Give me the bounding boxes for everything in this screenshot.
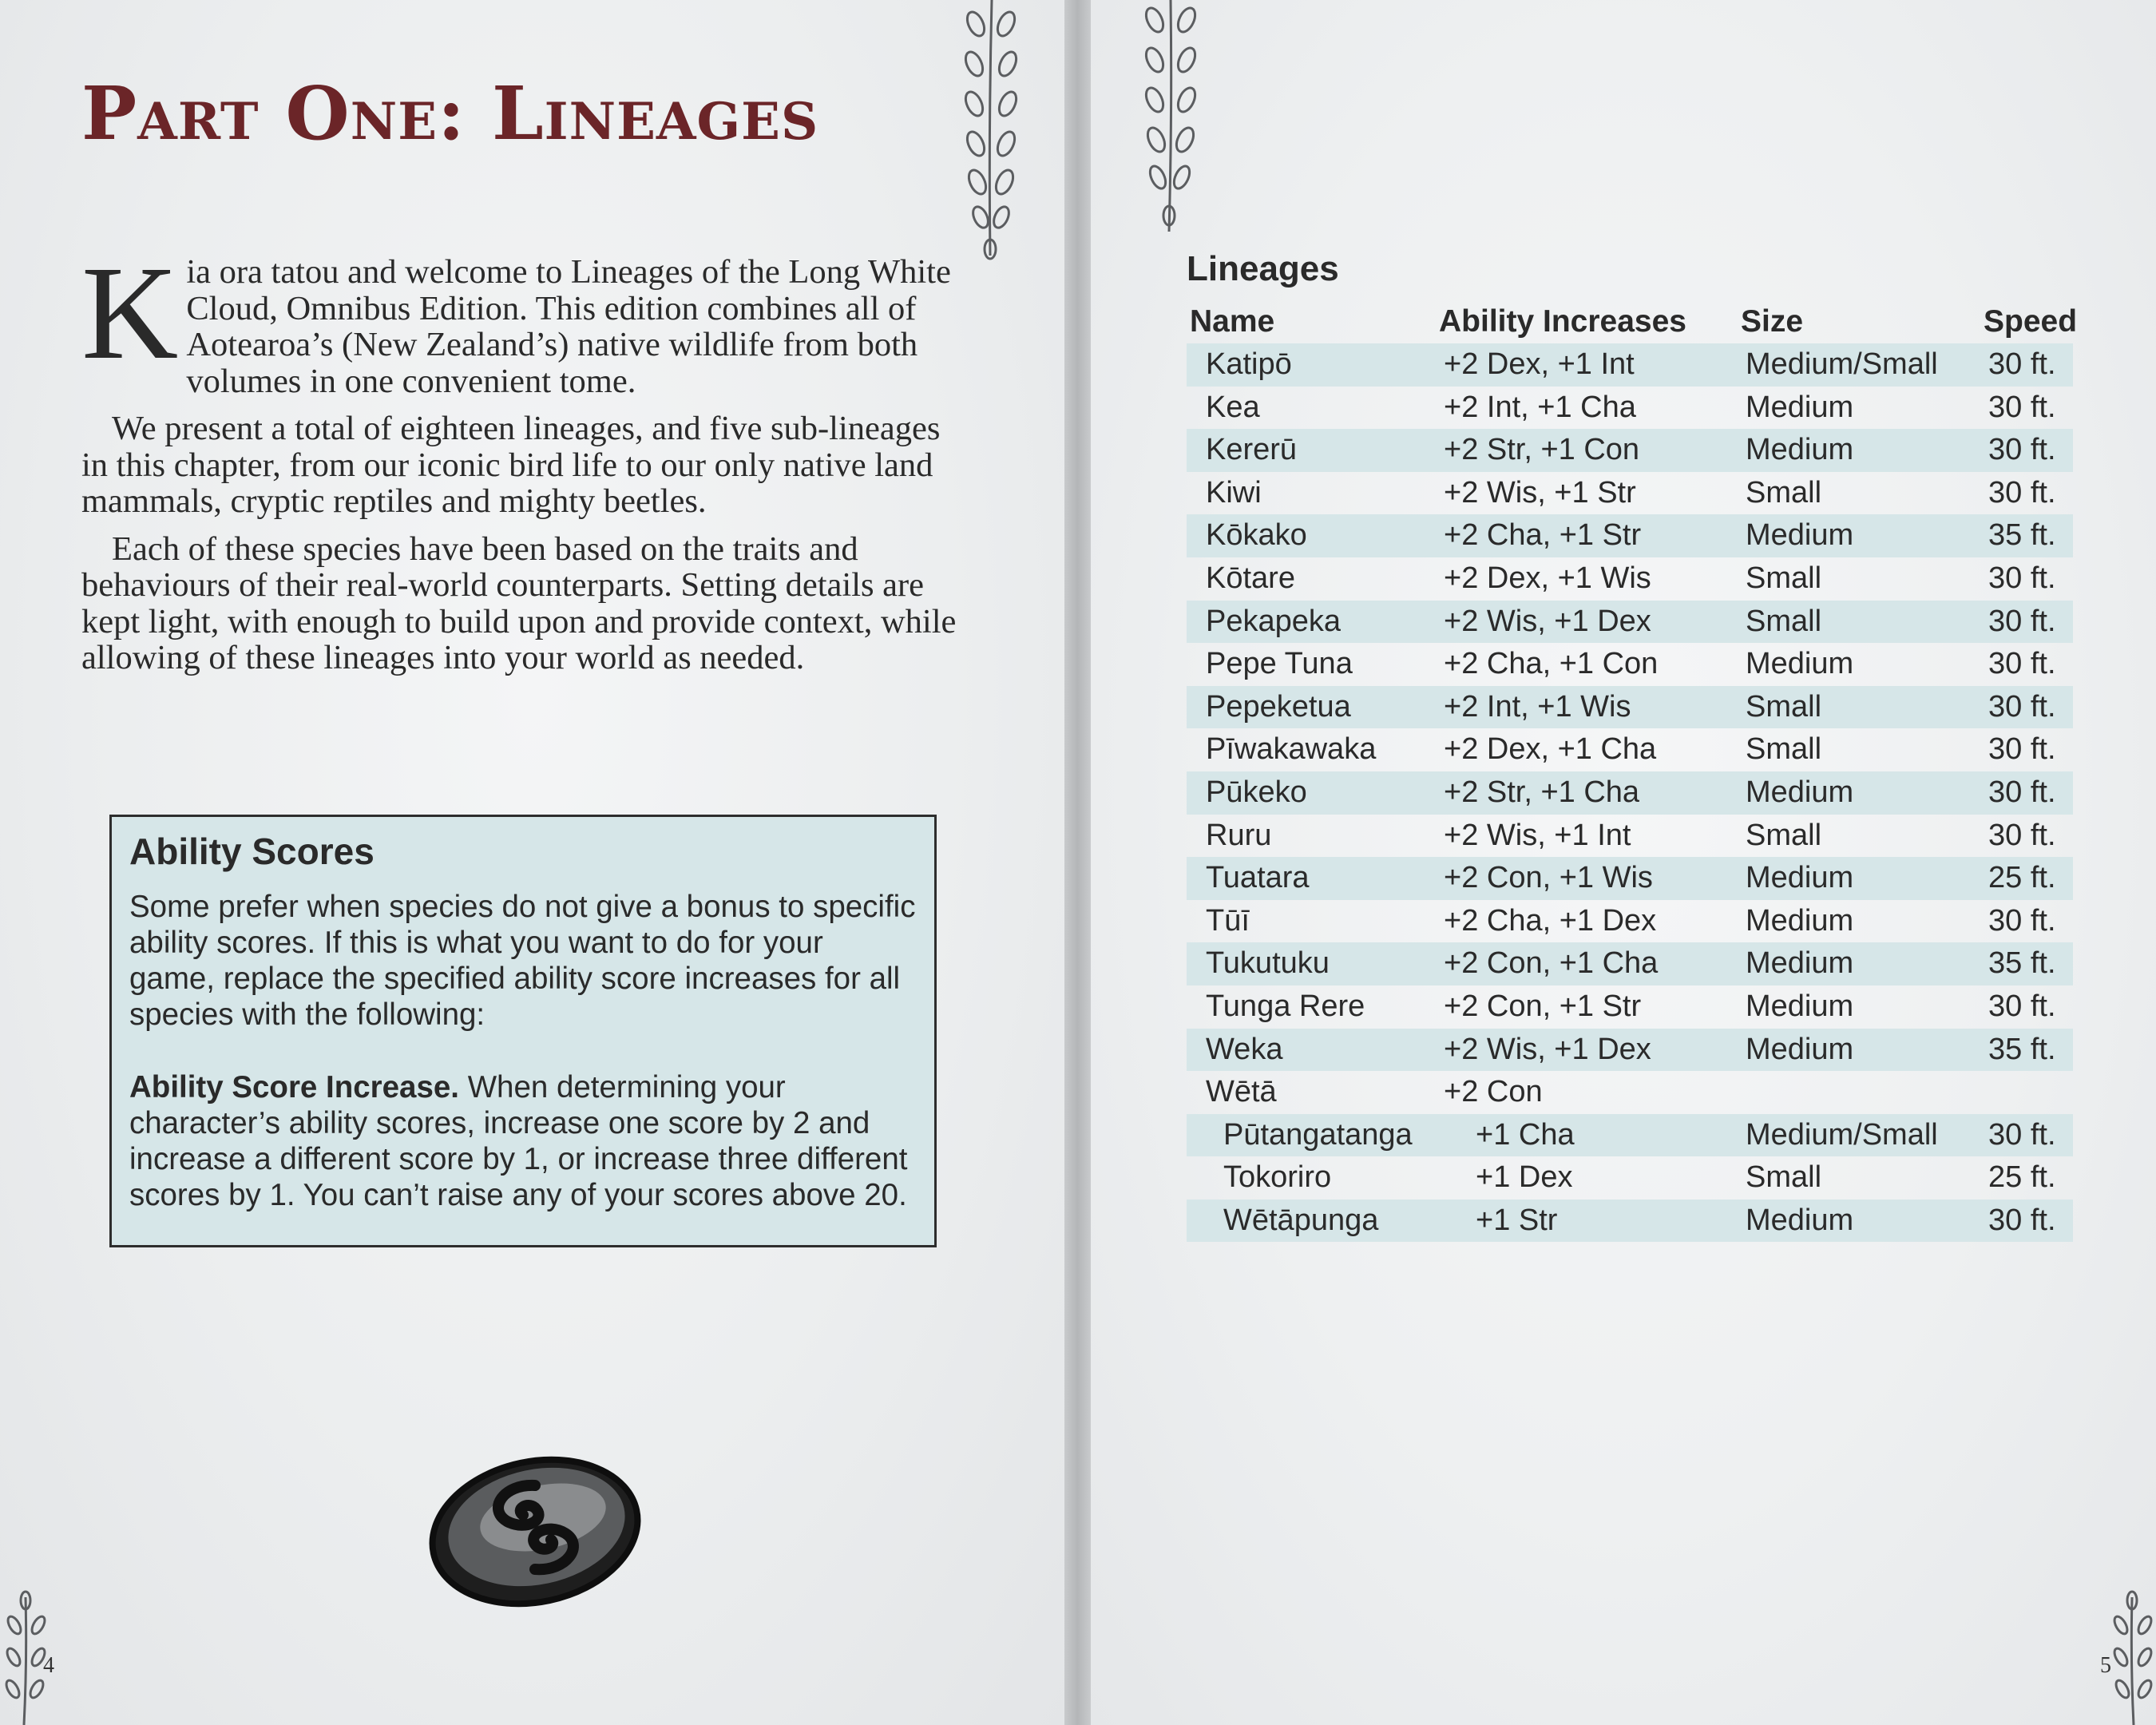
cell-ability: +2 Con, +1 Str — [1444, 989, 1642, 1023]
cell-size: Medium — [1746, 861, 1854, 895]
cell-speed: 30 ft. — [1988, 433, 2056, 467]
cell-speed: 30 ft. — [1988, 604, 2056, 638]
cell-name: Tukutuku — [1206, 946, 1330, 981]
table-row — [1187, 942, 2073, 985]
cell-size: Medium — [1746, 903, 1854, 938]
table-row — [1187, 1029, 2073, 1072]
cell-size: Medium — [1746, 433, 1854, 467]
cell-size: Medium — [1746, 390, 1854, 424]
table-row — [1187, 728, 2073, 771]
cell-speed: 30 ft. — [1988, 347, 2056, 381]
cell-name: Tunga Rere — [1206, 989, 1365, 1023]
page-number-left: 4 — [43, 1653, 54, 1678]
cell-ability: +2 Wis, +1 Int — [1444, 818, 1631, 852]
cell-size: Medium/Small — [1746, 1117, 1938, 1152]
cell-name: Kōkako — [1206, 518, 1307, 553]
cell-ability: +2 Con, +1 Cha — [1444, 946, 1659, 981]
table-row — [1187, 643, 2073, 686]
fern-sprig-icon — [2105, 1589, 2156, 1725]
page-number-right: 5 — [2100, 1653, 2111, 1678]
cell-ability: +2 Cha, +1 Dex — [1444, 903, 1657, 938]
cell-ability: +2 Con — [1444, 1075, 1543, 1109]
cell-ability: +2 Str, +1 Con — [1444, 433, 1640, 467]
cell-ability: +1 Cha — [1476, 1117, 1575, 1152]
cell-ability: +2 Cha, +1 Con — [1444, 647, 1659, 681]
cell-ability: +2 Wis, +1 Dex — [1444, 604, 1651, 638]
cell-size: Medium — [1746, 1032, 1854, 1066]
cell-speed: 30 ft. — [1988, 775, 2056, 809]
cell-name: Weka — [1206, 1032, 1283, 1066]
cell-ability: +2 Wis, +1 Dex — [1444, 1032, 1651, 1066]
cell-size: Small — [1746, 818, 1822, 852]
fern-vine-ornament-icon — [942, 0, 1038, 264]
intro-paragraph-3: Each of these species have been based on the traits and behaviours of their real-world counterparts. Setting details are kept light, with enough to build upon and provide context, while allowing of these lineages into your world as needed. — [81, 529, 957, 676]
intro-paragraph-2: We present a total of eighteen lineages, and five sub-lineages in this chapter, from our iconic bird life to our only native land mammals, cryptic reptiles and mighty beetles. — [81, 410, 941, 520]
cell-ability: +2 Cha, +1 Str — [1444, 518, 1642, 553]
cell-speed: 25 ft. — [1988, 1160, 2056, 1195]
koru-pounamu-amulet-icon — [415, 1438, 655, 1621]
cell-speed: 35 ft. — [1988, 518, 2056, 553]
cell-name: Tuatara — [1206, 861, 1310, 895]
cell-speed: 30 ft. — [1988, 732, 2056, 767]
table-row — [1187, 900, 2073, 943]
cell-ability: +2 Dex, +1 Wis — [1444, 561, 1651, 595]
intro-paragraph-1 — [81, 239, 964, 400]
cell-size: Medium — [1746, 518, 1854, 553]
page-title: Part One: Lineages — [81, 70, 819, 157]
cell-speed: 30 ft. — [1988, 561, 2056, 595]
cell-name: Ruru — [1206, 818, 1272, 852]
cell-size: Small — [1746, 1160, 1822, 1195]
cell-speed: 30 ft. — [1988, 475, 2056, 510]
table-row — [1187, 686, 2073, 729]
cell-size: Small — [1746, 689, 1822, 724]
cell-speed: 30 ft. — [1988, 689, 2056, 724]
left-page — [0, 0, 1064, 1725]
cell-ability: +2 Str, +1 Cha — [1444, 775, 1640, 809]
table-header — [1187, 299, 2078, 343]
cell-speed: 30 ft. — [1988, 1117, 2056, 1152]
cell-speed: 35 ft. — [1988, 946, 2056, 981]
cell-ability: +2 Con, +1 Wis — [1444, 861, 1653, 895]
cell-name: Kiwi — [1206, 475, 1262, 510]
right-page — [1091, 0, 2156, 1725]
cell-ability: +2 Int, +1 Cha — [1444, 390, 1636, 424]
fern-vine-ornament-icon — [1123, 0, 1219, 240]
header-size: Size — [1741, 304, 1804, 339]
header-ability: Ability Increases — [1439, 304, 1686, 339]
cell-speed: 30 ft. — [1988, 989, 2056, 1023]
cell-size: Small — [1746, 561, 1822, 595]
table-row — [1187, 429, 2073, 472]
cell-name: Kōtare — [1206, 561, 1295, 595]
cell-speed: 30 ft. — [1988, 903, 2056, 938]
cell-name: Pūtangatanga — [1223, 1117, 1413, 1152]
cell-name: Wētāpunga — [1223, 1203, 1379, 1237]
table-row — [1187, 1156, 2073, 1200]
cell-size: Medium — [1746, 775, 1854, 809]
sidebar-bold-lead: Ability Score Increase. — [129, 1070, 459, 1104]
table-row — [1187, 557, 2073, 601]
cell-name: Wētā — [1206, 1075, 1277, 1109]
cell-ability: +2 Dex, +1 Int — [1444, 347, 1635, 381]
drop-cap: K — [81, 239, 179, 387]
cell-name: Tokoriro — [1223, 1160, 1332, 1195]
table-row — [1187, 514, 2073, 557]
cell-name: Pūkeko — [1206, 775, 1307, 809]
cell-ability: +2 Dex, +1 Cha — [1444, 732, 1657, 767]
cell-name: Katipō — [1206, 347, 1292, 381]
sidebar-text-2 — [129, 1069, 917, 1213]
cell-name: Kererū — [1206, 433, 1298, 467]
intro-paragraph-1-text: ia ora tatou and welcome to Lineages of the Long White Cloud, Omnibus Edition. This edition combines all of Aotearoa’s (New Zealand’s) native wildlife from both volumes in one convenient tome. — [186, 253, 951, 400]
cell-size: Small — [1746, 604, 1822, 638]
table-body — [1187, 343, 2073, 1242]
intro-text — [81, 239, 964, 688]
header-speed: Speed — [1984, 304, 2078, 339]
cell-size: Small — [1746, 475, 1822, 510]
cell-size: Medium/Small — [1746, 347, 1938, 381]
cell-ability: +2 Int, +1 Wis — [1444, 689, 1631, 724]
ability-scores-sidebar — [109, 815, 937, 1247]
cell-size: Medium — [1746, 989, 1854, 1023]
cell-ability: +2 Wis, +1 Str — [1444, 475, 1636, 510]
cell-name: Pepeketua — [1206, 689, 1351, 724]
book-gutter — [1064, 0, 1091, 1725]
table-row — [1187, 387, 2073, 430]
table-row — [1187, 985, 2073, 1029]
cell-size: Small — [1746, 732, 1822, 767]
cell-name: Pekapeka — [1206, 604, 1342, 638]
lineages-table — [1187, 299, 2078, 1242]
table-row — [1187, 1114, 2073, 1157]
cell-name: Pepe Tuna — [1206, 647, 1353, 681]
table-row — [1187, 343, 2073, 387]
table-row — [1187, 1071, 2073, 1114]
cell-speed: 30 ft. — [1988, 647, 2056, 681]
cell-ability: +1 Dex — [1476, 1160, 1573, 1195]
table-row — [1187, 771, 2073, 815]
cell-name: Tūī — [1206, 903, 1250, 938]
cell-size: Medium — [1746, 1203, 1854, 1237]
sidebar-text-2-body: When determining your character’s ability scores, increase one score by 2 and increase a different score by 1, or increase three different scores by 1. You can’t raise any of your scores above 20. — [129, 1070, 908, 1212]
table-row — [1187, 472, 2073, 515]
cell-ability: +1 Str — [1476, 1203, 1558, 1237]
cell-speed: 25 ft. — [1988, 861, 2056, 895]
cell-size: Medium — [1746, 647, 1854, 681]
table-row — [1187, 601, 2073, 644]
table-title: Lineages — [1187, 249, 1339, 288]
cell-speed: 30 ft. — [1988, 1203, 2056, 1237]
header-name: Name — [1190, 304, 1275, 339]
sidebar-text-1: Some prefer when species do not give a bonus to specific ability scores. If this is what you want to do for your game, replace the specified ability score increases for all species with the following: — [129, 890, 916, 1032]
cell-name: Kea — [1206, 390, 1260, 424]
cell-size: Medium — [1746, 946, 1854, 981]
table-row — [1187, 857, 2073, 900]
cell-speed: 30 ft. — [1988, 818, 2056, 852]
table-row — [1187, 815, 2073, 858]
cell-name: Pīwakawaka — [1206, 732, 1377, 767]
sidebar-heading: Ability Scores — [129, 831, 375, 872]
cell-speed: 35 ft. — [1988, 1032, 2056, 1066]
table-row — [1187, 1200, 2073, 1243]
cell-speed: 30 ft. — [1988, 390, 2056, 424]
